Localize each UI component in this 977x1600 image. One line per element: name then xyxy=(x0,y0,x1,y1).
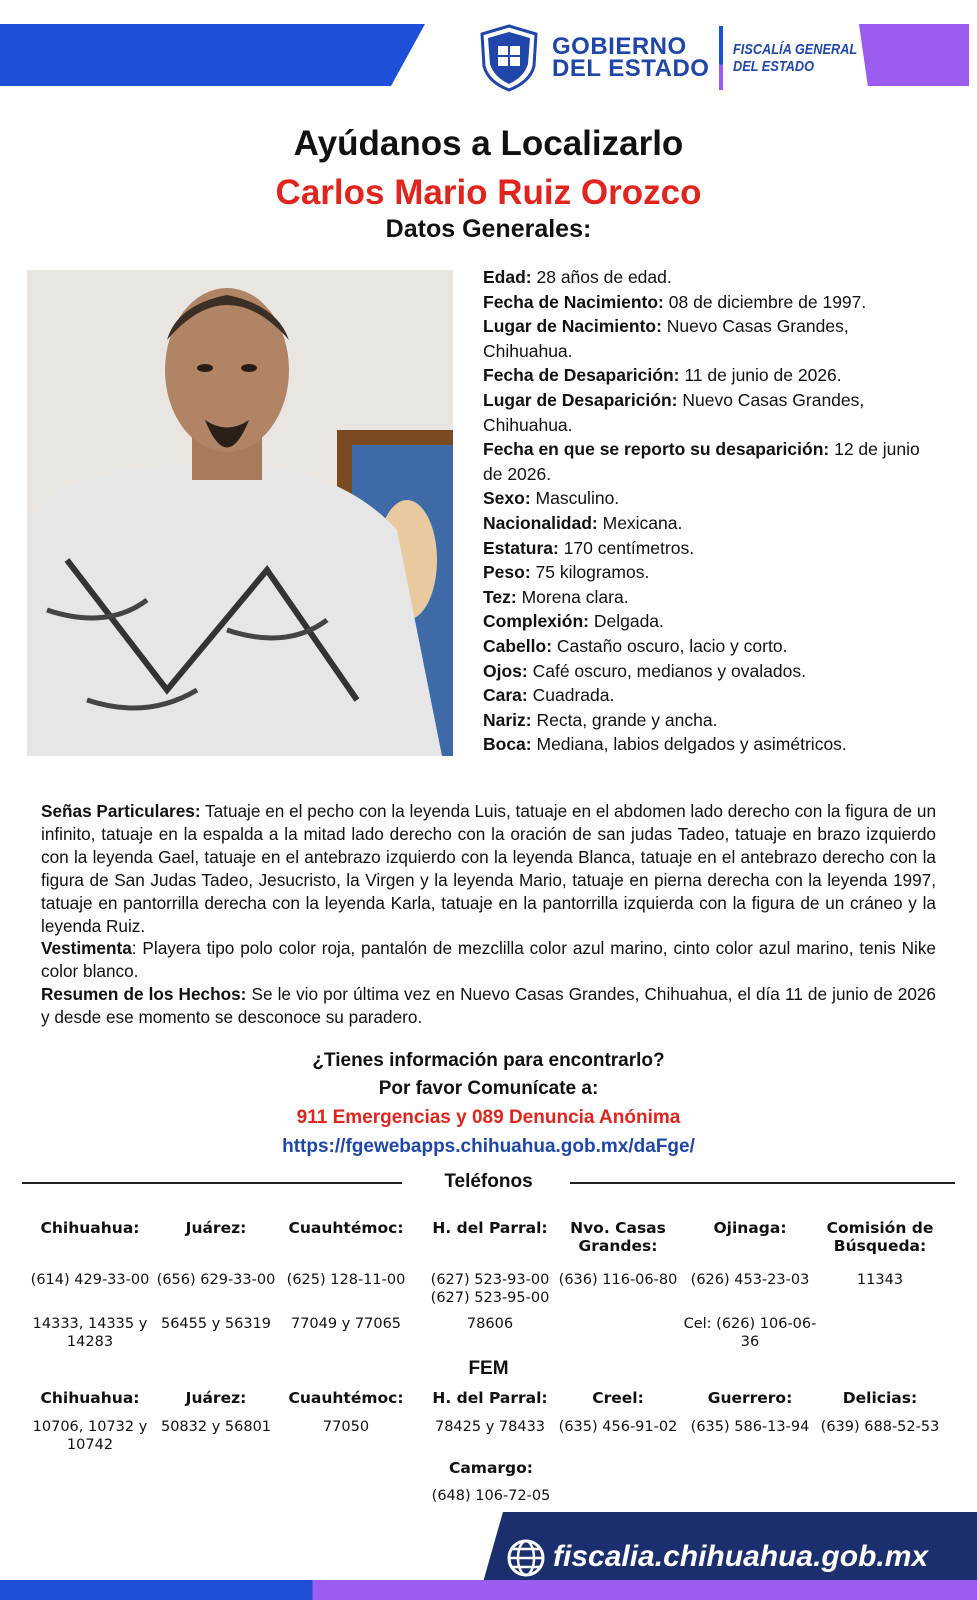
telefonos-ext: 78606 xyxy=(466,1316,514,1332)
globe-icon xyxy=(506,1538,546,1578)
info-label: Sexo: xyxy=(483,488,531,509)
info-value: Café oscuro, medianos y ovalados. xyxy=(527,660,806,681)
info-value: Morena clara. xyxy=(516,586,629,607)
cta-please: Por favor Comunícate a: xyxy=(378,1078,599,1099)
telefonos-phone: (627) 523-93-00 (627) 523-95-00 xyxy=(430,1272,550,1306)
telefonos-ext: Cel: (626) 106-06-36 xyxy=(683,1316,817,1350)
info-label: Tez: xyxy=(483,586,517,607)
fem-city: Chihuahua: xyxy=(40,1389,140,1407)
fem-city: Juárez: xyxy=(185,1389,247,1407)
telefonos-ext: 77049 y 77065 xyxy=(290,1316,402,1332)
person-photo-image xyxy=(27,270,453,756)
info-row xyxy=(483,290,928,315)
info-label: Complexión: xyxy=(483,611,589,632)
info-row xyxy=(483,437,928,486)
info-row xyxy=(483,265,928,290)
info-row xyxy=(483,388,928,437)
telefonos-city: Nvo. Casas Grandes: xyxy=(570,1219,666,1255)
fem-phone: (635) 456-91-02 xyxy=(558,1419,678,1435)
gobierno-line2: DEL ESTADO xyxy=(552,55,710,82)
header-blue-bar xyxy=(0,24,425,86)
cta-emergency: 911 Emergencias y 089 Denuncia Anónima xyxy=(296,1107,681,1128)
info-row xyxy=(483,659,928,684)
fem-phone: 78425 y 78433 xyxy=(434,1419,546,1435)
vestimenta-text: : Playera tipo polo color roja, pantalón de mezclilla color azul marino, cinto color azul marino, tenis Nike color blanco. xyxy=(41,938,936,982)
info-value: 11 de junio de 2026. xyxy=(679,365,842,386)
info-label: Ojos: xyxy=(483,660,528,681)
info-row xyxy=(483,511,928,536)
info-label: Edad: xyxy=(483,267,532,287)
info-value: 170 centímetros. xyxy=(558,537,695,558)
cta-url-link[interactable]: https://fgewebapps.chihuahua.gob.mx/daFge/ xyxy=(282,1136,695,1157)
cta-question: ¿Tienes información para encontrarlo? xyxy=(312,1050,665,1071)
telefonos-city: Chihuahua: xyxy=(40,1219,140,1237)
info-value: Masculino. xyxy=(530,488,620,509)
fem-title: FEM xyxy=(468,1358,509,1379)
telefonos-city: Juárez: xyxy=(185,1219,247,1237)
resumen-text: Se le vio por última vez en Nuevo Casas Grandes, Chihuahua, el día 11 de junio de 2026 y desde ese momento se desconoce su paradero. xyxy=(41,984,936,1028)
telefonos-city: H. del Parral: xyxy=(432,1219,548,1237)
missing-person-name: Carlos Mario Ruiz Orozco xyxy=(275,173,702,212)
telefonos-title: Teléfonos xyxy=(444,1171,533,1192)
info-label: Cabello: xyxy=(483,635,553,656)
fem-city: Delicias: xyxy=(842,1389,918,1407)
telefonos-city: Ojinaga: xyxy=(713,1219,787,1237)
vestimenta-label: Vestimenta xyxy=(41,938,132,959)
info-row xyxy=(483,536,928,561)
info-value: Mediana, labios delgados y asimétricos. xyxy=(531,734,847,755)
info-label: Boca: xyxy=(483,734,532,755)
info-row xyxy=(483,634,928,659)
info-value: Recta, grande y ancha. xyxy=(531,709,718,730)
info-value: 28 años de edad. xyxy=(531,267,672,287)
general-data-list xyxy=(483,265,928,757)
info-label: Lugar de Desaparición: xyxy=(483,389,678,410)
info-row xyxy=(483,585,928,610)
section-subtitle: Datos Generales: xyxy=(385,215,592,243)
telefonos-ext: 14333, 14335 y 14283 xyxy=(32,1316,148,1350)
senas-text: Tatuaje en el pecho con la leyenda Luis, tatuaje en el abdomen lado derecho con la figura de un infinito, tatuaje en la espalda a la mitad lado derecho con la oración de san judas Tadeo, tatuaje en brazo izquierdo con la leyenda Gael, tatuaje en el antebrazo izquierdo con la leyenda Blanca, tatuaje en el antebrazo derecho con la figura de San Judas Tadeo, Jesucristo, la Virgen y la leyenda Mario, tatuaje en pierna derecha con la leyenda 1997, tatuaje en pantorrilla derecha con la leyenda Karla, tatuaje en la pantorrilla izquierda con la figura de un cráneo y la leyenda Ruiz. xyxy=(41,801,937,936)
person-photo xyxy=(27,270,453,756)
info-label: Fecha en que se reporto su desaparición: xyxy=(483,439,830,460)
info-value: 08 de diciembre de 1997. xyxy=(663,291,867,312)
info-label: Fecha de Nacimiento: xyxy=(483,291,664,312)
fiscalia-line1: FISCALÍA GENERAL xyxy=(733,41,858,58)
telefonos-phone: 11343 xyxy=(856,1272,904,1288)
fem-phone: (635) 586-13-94 xyxy=(690,1419,810,1435)
fem-city: Creel: xyxy=(592,1389,644,1407)
telefonos-city: Comisión de Búsqueda: xyxy=(826,1219,934,1255)
fem-city: H. del Parral: xyxy=(432,1389,548,1407)
details-section xyxy=(41,800,936,1029)
logo-divider xyxy=(719,26,723,90)
info-label: Fecha de Desaparición: xyxy=(483,365,680,386)
info-row xyxy=(483,486,928,511)
fem-phone: 50832 y 56801 xyxy=(160,1419,272,1435)
senas-label: Señas Particulares: xyxy=(41,801,201,821)
info-value: Mexicana. xyxy=(597,512,683,533)
info-row xyxy=(483,708,928,733)
state-seal-icon xyxy=(478,24,540,92)
fem-phone: 10706, 10732 y 10742 xyxy=(32,1419,148,1453)
gobierno-line1: GOBIERNO xyxy=(552,33,687,60)
info-value: Nuevo Casas Grandes, Chihuahua. xyxy=(483,389,865,435)
telefonos-ext: 56455 y 56319 xyxy=(160,1316,272,1332)
fem-city: Cuauhtémoc: xyxy=(288,1389,404,1407)
info-label: Cara: xyxy=(483,685,528,706)
info-label: Nacionalidad: xyxy=(483,512,598,533)
info-row xyxy=(483,314,928,363)
telefonos-phone: (636) 116-06-80 xyxy=(558,1272,678,1288)
info-value: Cuadrada. xyxy=(527,685,615,706)
fiscalia-wordmark xyxy=(733,41,857,75)
info-value: Nuevo Casas Grandes, Chihuahua. xyxy=(483,316,849,361)
info-value: 12 de junio de 2026. xyxy=(483,439,920,484)
telefonos-city: Cuauhtémoc: xyxy=(288,1219,404,1237)
telefonos-phone: (626) 453-23-03 xyxy=(690,1272,810,1288)
info-row xyxy=(483,609,928,634)
info-label: Peso: xyxy=(483,562,531,583)
info-value: Castaño oscuro, lacio y corto. xyxy=(552,635,788,656)
camargo-city: Camargo: xyxy=(448,1459,534,1477)
info-value: 75 kilogramos. xyxy=(530,562,650,583)
info-label: Estatura: xyxy=(483,537,559,558)
resumen-label: Resumen de los Hechos: xyxy=(41,984,247,1005)
telefonos-phone: (625) 128-11-00 xyxy=(286,1272,406,1288)
fem-phone: (639) 688-52-53 xyxy=(820,1419,940,1435)
telefonos-phone: (614) 429-33-00 xyxy=(30,1272,150,1288)
gobierno-wordmark xyxy=(552,33,710,82)
info-row xyxy=(483,732,928,757)
fiscalia-line2: DEL ESTADO xyxy=(733,58,815,75)
info-row xyxy=(483,363,928,388)
government-logo xyxy=(478,24,880,92)
fem-city: Guerrero: xyxy=(707,1389,793,1407)
info-value: Delgada. xyxy=(588,611,664,632)
fem-phone: 77050 xyxy=(322,1419,370,1435)
telefonos-phone: (656) 629-33-00 xyxy=(156,1272,276,1288)
info-label: Nariz: xyxy=(483,709,532,730)
footer-website-link[interactable]: fiscalia.chihuahua.gob.mx xyxy=(553,1540,929,1573)
info-row xyxy=(483,560,928,585)
page-title: Ayúdanos a Localizarlo xyxy=(293,124,684,163)
info-row xyxy=(483,683,928,708)
bottom-color-bar xyxy=(0,1580,977,1600)
info-label: Lugar de Nacimiento: xyxy=(483,316,662,337)
camargo-phone: (648) 106-72-05 xyxy=(431,1488,551,1504)
